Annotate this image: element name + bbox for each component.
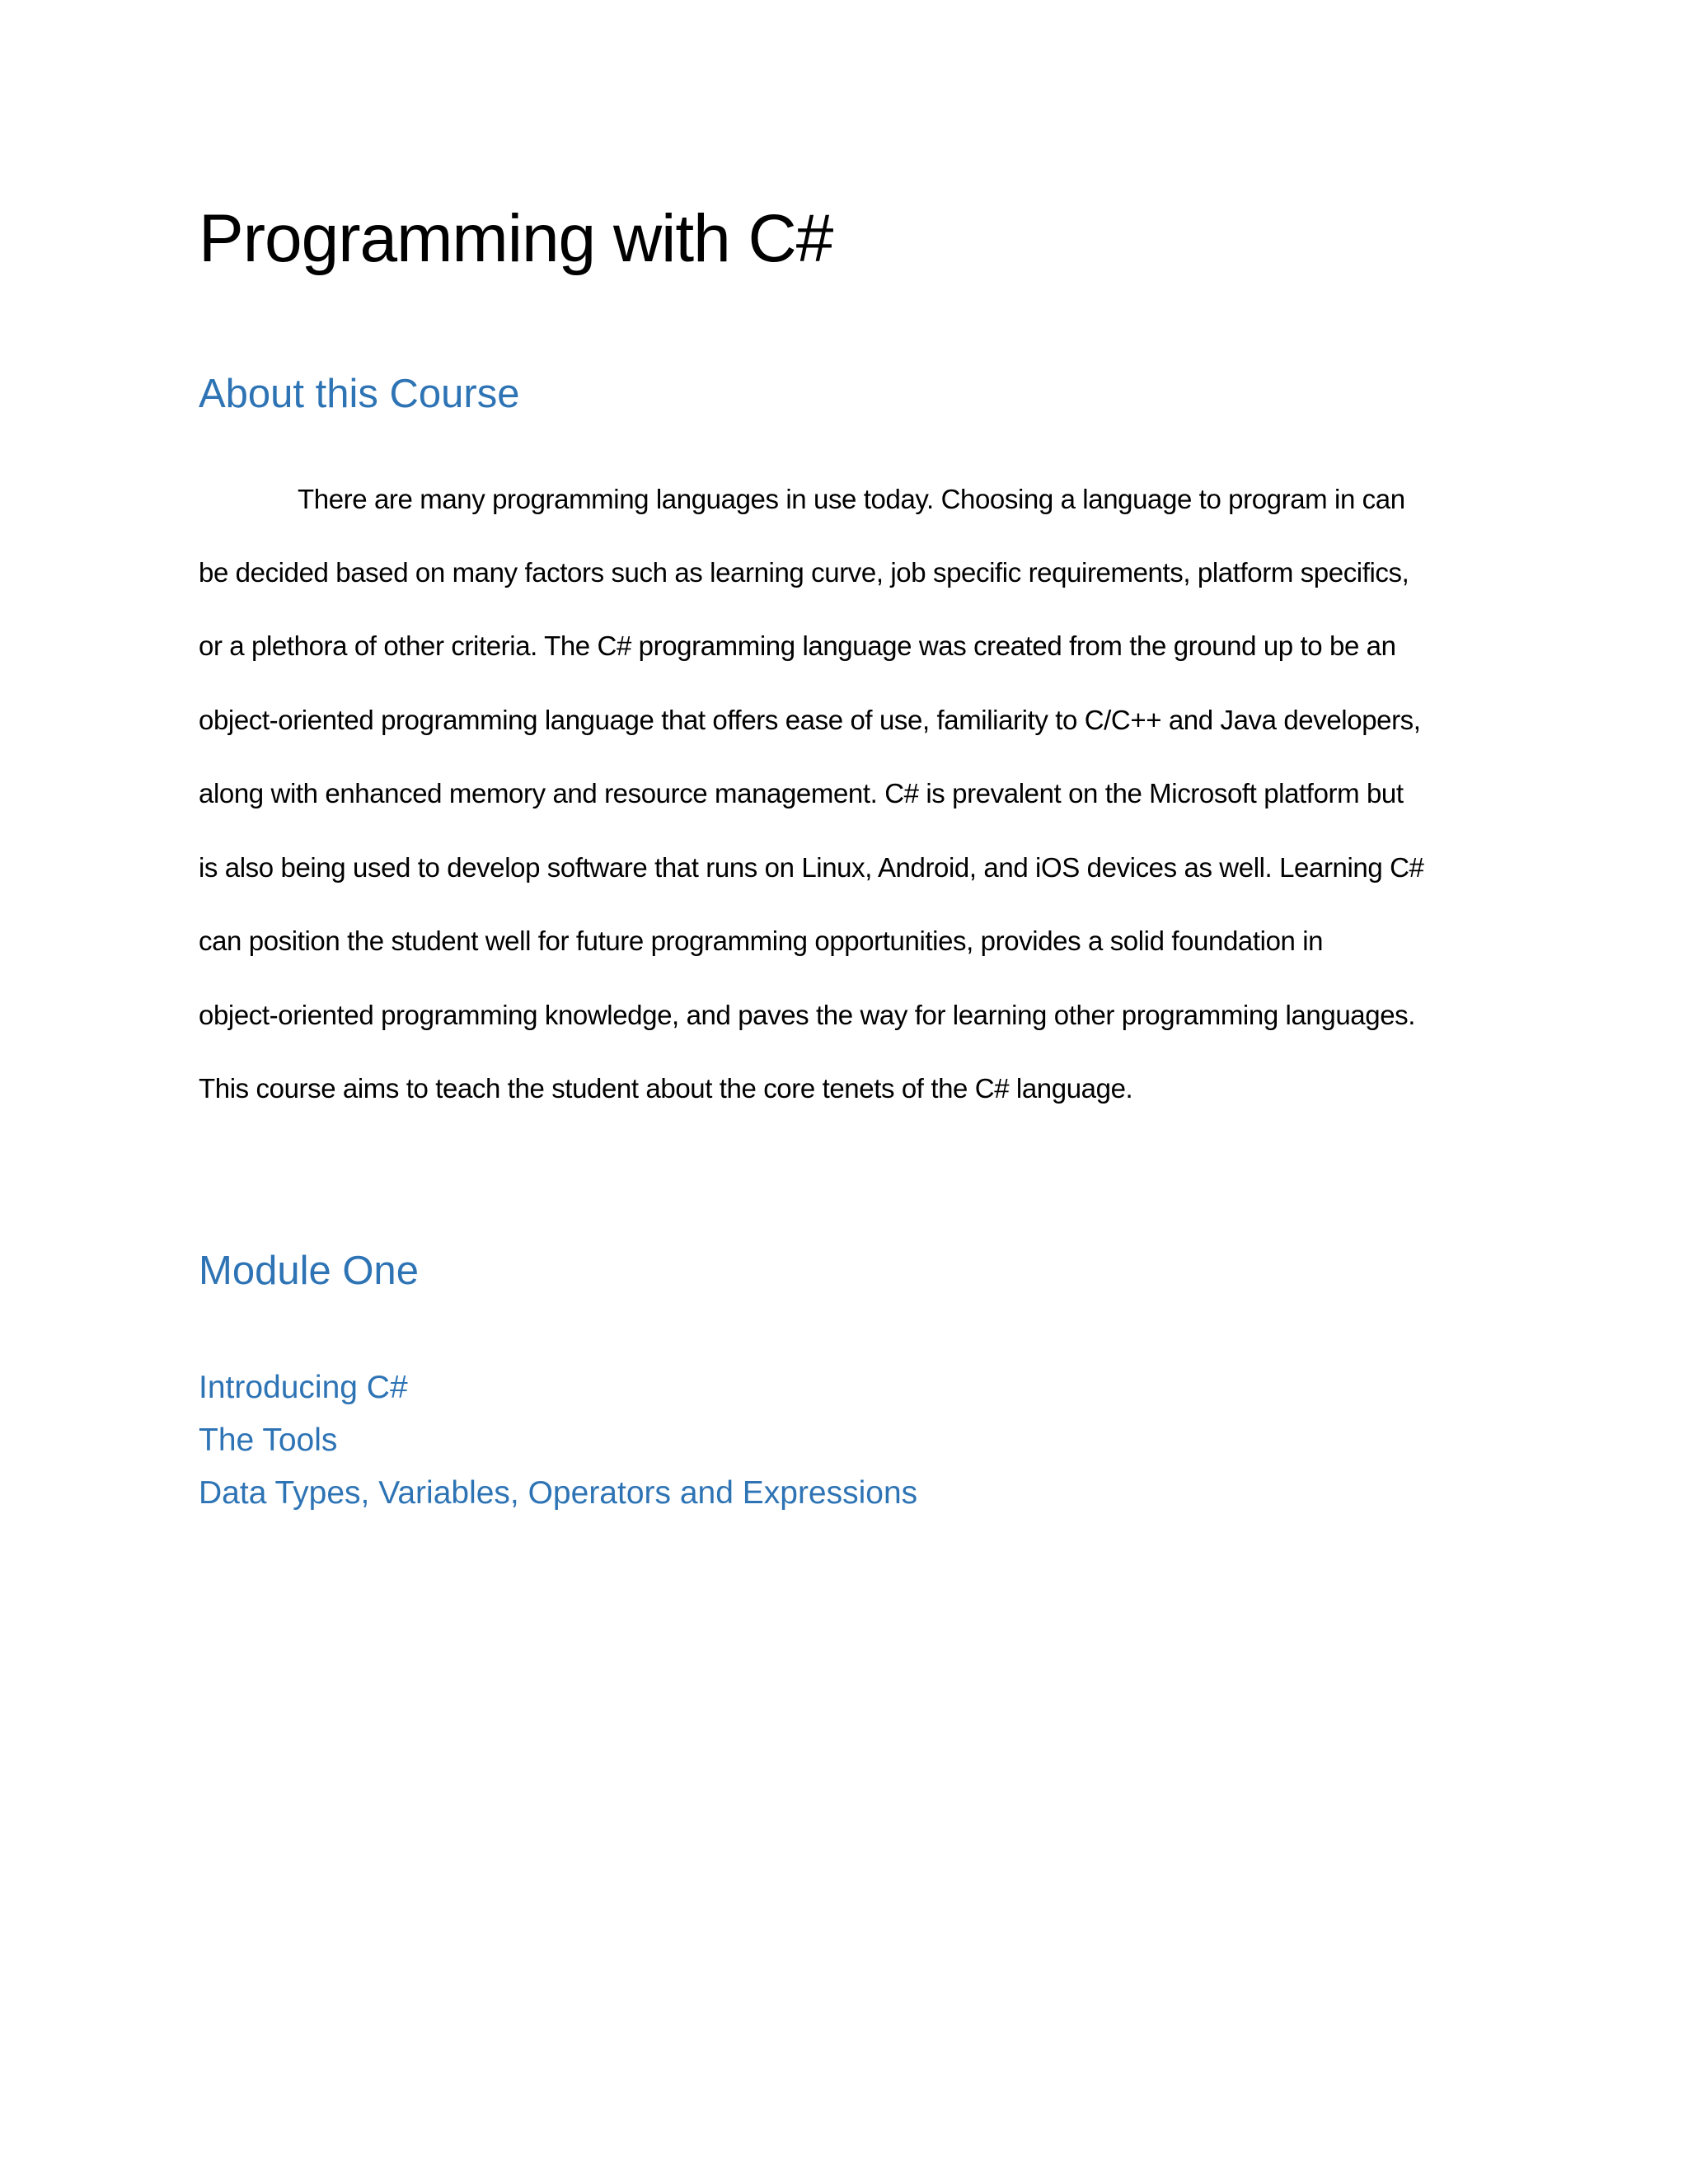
topic-link-introducing-csharp[interactable]: Introducing C# [199, 1370, 408, 1405]
topic-link-the-tools[interactable]: The Tools [199, 1422, 338, 1458]
paragraph-line: be decided based on many factors such as learning curve, job specific requirements, platform specifics, [199, 557, 1409, 588]
paragraph-line: along with enhanced memory and resource management. C# is prevalent on the Microsoft platform but [199, 778, 1404, 808]
module-one-heading: Module One [199, 1249, 419, 1293]
paragraph-line: There are many programming languages in use today. Choosing a language to program in can [298, 484, 1405, 514]
paragraph-line: can position the student well for future programming opportunities, provides a solid foundation in [199, 926, 1324, 956]
paragraph-line: object-oriented programming language that offers ease of use, familiarity to C/C++ and Java developers, [199, 705, 1421, 735]
topic-link-data-types[interactable]: Data Types, Variables, Operators and Expressions [199, 1475, 918, 1511]
paragraph-line: is also being used to develop software that runs on Linux, Android, and iOS devices as well. Learning C# [199, 852, 1424, 883]
paragraph-line: or a plethora of other criteria. The C# programming language was created from the ground up to be an [199, 630, 1396, 661]
paragraph-line: object-oriented programming knowledge, and paves the way for learning other programming languages. [199, 1000, 1416, 1030]
document-title: Programming with C# [199, 201, 833, 276]
about-course-heading: About this Course [199, 372, 520, 416]
paragraph-line: This course aims to teach the student about the core tenets of the C# language. [199, 1073, 1133, 1104]
